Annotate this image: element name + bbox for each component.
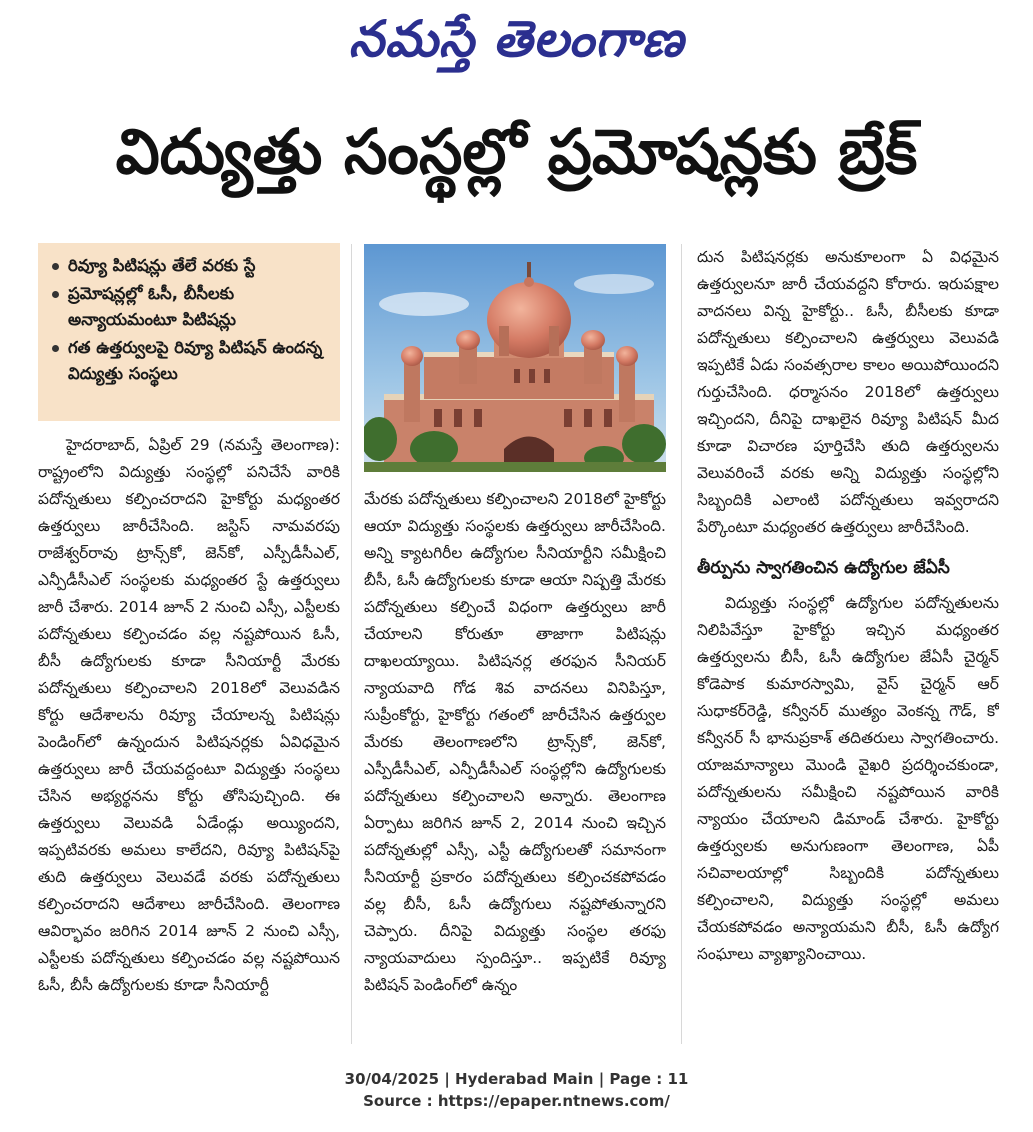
highlight-item: ప్రమోషన్లల్లో ఓసీ, బీసీలకు అన్యాయమంటూ పిటిషన్లు	[50, 281, 332, 333]
article-column-3	[697, 244, 999, 1042]
article-subheading: తీర్పును స్వాగతించిన ఉద్యోగుల జేఏసీ	[697, 558, 950, 578]
article-column-1	[38, 432, 340, 1042]
article-paragraph: మేరకు పదోన్నతులు కల్పించాలని 2018లో హైకోర్టు ఆయా విద్యుత్తు సంస్థలకు ఉత్తర్వులు జారీచేసింది. అన్ని క్యాటగిరీల ఉద్యోగుల సీనియార్టీని సమీక్షించి బీసీ, ఓసీ ఉద్యోగులకు కూడా ఆయా నిష్పత్తి మేరకు పదోన్నతులు కల్పించే విధంగా ఉత్తర్వులు జారీ చేయాలని కోరుతూ తాజాగా పిటిషన్లు దాఖలయ్యాయి. పిటిషనర్ల తరఫున సీనియర్ న్యాయవాది గోడ శివ వాదనలు వినిపిస్తూ, సుప్రీంకోర్టు, హైకోర్టు గతంలో జారీచేసిన ఉత్తర్వుల మేరకు తెలంగాణలోని ట్రాన్స్‌కో, జెన్‌కో, ఎస్పీడీసీఎల్, ఎన్పీడీసీఎల్ సంస్థల్లోని ఉద్యోగులకు పదోన్నతులు కల్పించాలని అన్నారు. తెలంగాణ ఏర్పాటు జరిగిన జూన్ 2, 2014 నుంచి ఇచ్చిన పదోన్నతుల్లో ఎస్సీ, ఎస్టీ ఉద్యోగులతో సమానంగా సీనియార్టీ ప్రకారం పదోన్నతులు కల్పించకపోవడం వల్ల బీసీ, ఓసీ ఉద్యోగులు నష్టపోతున్నారని చెప్పారు. దీనిపై విద్యుత్తు సంస్థల తరఫు న్యాయవాదులు స్పందిస్తూ.. ఇప్పటికే రివ్యూ పిటిషన్ పెండింగ్‌లో ఉన్నం	[364, 490, 666, 994]
page-footer	[0, 1068, 1033, 1112]
article-paragraph: విద్యుత్తు సంస్థల్లో ఉద్యోగుల పదోన్నతులను నిలిపివేస్తూ హైకోర్టు ఇచ్చిన మధ్యంతర ఉత్తర్వులను బీసీ, ఓసీ ఉద్యోగుల జేఏసీ చైర్మన్ కోడెపాక కుమారస్వామి, వైస్ చైర్మన్ ఆర్ సుధాకర్‌రెడ్డి, కన్వీనర్ ముత్యం వెంకన్న గౌడ్, కో కన్వీనర్ సీ భానుప్రకాశ్ తదితరులు స్వాగతించారు. యాజమాన్యాలు మొండి వైఖరి ప్రదర్శించకుండా, పదోన్నతులను సమీక్షించి నష్టపోయిన వారికి న్యాయం చేయాలని డిమాండ్ చేశారు. హైకోర్టు ఉత్తర్వులకు అనుగుణంగా తెలంగాణ, ఏపీ సచివాలయాల్లో సిబ్బందికి పదోన్నతులు కల్పించాలని, విద్యుత్తు సంస్థల్లో అమలు చేయకపోవడం అన్యాయమని బీసీ, ఓసీ ఉద్యోగ సంఘాలు వ్యాఖ్యానించాయి.	[697, 594, 999, 963]
highlight-item: రివ్యూ పిటిషన్లు తేలే వరకు స్టే	[50, 253, 332, 279]
column-rule	[681, 244, 682, 1044]
column-rule	[351, 244, 352, 1044]
article-column-2	[364, 486, 666, 1042]
highlights-box	[38, 243, 340, 421]
footer-date-edition: 30/04/2025 | Hyderabad Main | Page : 11	[344, 1070, 689, 1088]
high-court-building-image	[364, 244, 666, 472]
article-paragraph: దున పిటిషనర్లకు అనుకూలంగా ఏ విధమైన ఉత్తర్వులనూ జారీ చేయవద్దని కోరారు. ఇరుపక్షాల వాదనలు విన్న హైకోర్టు.. ఓసీ, బీసీలకు కూడా పదోన్నతులు కల్పించాలని ఉత్తర్వులు వెలువడి ఇప్పటికే ఏడు సంవత్సరాల కాలం అయిపోయిందని గుర్తుచేసింది. ధర్మాసనం 2018లో ఉత్తర్వులు ఇచ్చిందని, దీనిపై దాఖలైన రివ్యూ పిటిషన్ మీద కూడా విచారణ పూర్తిచేసి తుది ఉత్తర్వులను వెలువరించే వరకు అన్ని విద్యుత్తు సంస్థల్లోని సిబ్బందికి ఎలాంటి పదోన్నతులు ఇవ్వరాదని పేర్కొంటూ మధ్యంతర ఉత్తర్వులు జారీచేసింది.	[697, 248, 999, 536]
high-court-photo	[364, 244, 666, 472]
newspaper-masthead: నమస్తే తెలంగాణ	[348, 10, 685, 68]
footer-source: Source : https://epaper.ntnews.com/	[363, 1092, 670, 1110]
highlight-item: గత ఉత్తర్వులపై రివ్యూ పిటిషన్ ఉందన్న విద్యుత్తు సంస్థలు	[50, 335, 332, 387]
article-paragraph: హైదరాబాద్, ఏప్రిల్ 29 (నమస్తే తెలంగాణ): రాష్ట్రంలోని విద్యుత్తు సంస్థల్లో పనిచేసే వారికి పదోన్నతులు కల్పించరాదని హైకోర్టు మధ్యంతర ఉత్తర్వులు జారీచేసింది. జస్టిస్ నామవరపు రాజేశ్వర్‌రావు ట్రాన్స్‌కో, జెన్‌కో, ఎస్పీడీసీఎల్, ఎన్పీడీసీఎల్ సంస్థలకు మధ్యంతర స్టే ఉత్తర్వులు జారీ చేశారు. 2014 జూన్ 2 నుంచి ఎస్సీ, ఎస్టీలకు పదోన్నతులు కల్పించడం వల్ల నష్టపోయిన ఓసీ, బీసీ ఉద్యోగులకు కూడా సీనియార్టీ మేరకు పదోన్నతులు కల్పించాలని 2018లో వెలువడిన కోర్టు ఆదేశాలను రివ్యూ చేయాలన్న పిటిషన్లు పెండింగ్‌లో ఉన్నందున పిటిషనర్లకు ఏవిధమైన ఉత్తర్వులు జారీ చేయవద్దంటూ విద్యుత్తు సంస్థలు చేసిన అభ్యర్థనను కోర్టు తోసిపుచ్చింది. ఈ ఉత్తర్వులు వెలువడి ఏడేండ్లు అయ్యిందని, ఇప్పటివరకు అమలు కాలేదని, రివ్యూ పిటిషన్‌పై తుది ఉత్తర్వులు వెలువడే వరకు పదోన్నతులు కల్పించరాదని ఆదేశాలు జారీచేసింది. తెలంగాణ ఆవిర్భావం జరిగిన 2014 జూన్ 2 నుంచి ఎస్సీ, ఎస్టీలకు పదోన్నతులు కల్పించడం వల్ల నష్టపోయిన ఓసీ, బీసీ ఉద్యోగులకు కూడా సీనియార్టీ	[38, 436, 340, 994]
article-headline: విద్యుత్తు సంస్థల్లో ప్రమోషన్లకు బ్రేక్	[115, 115, 918, 188]
